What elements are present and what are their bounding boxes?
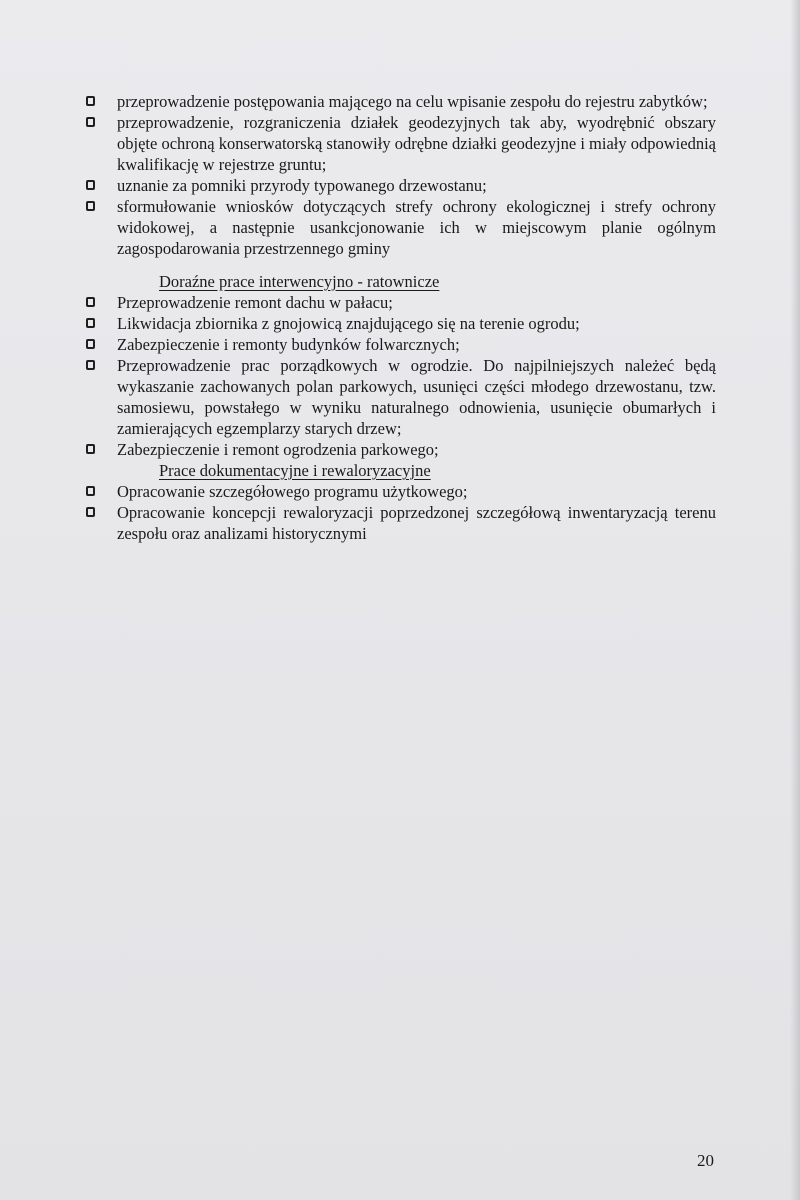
checkbox-bullet-icon [86, 117, 95, 127]
list-item-text: Opracowanie koncepcji rewaloryzacji poprzedzonej szczegółową inwentaryzacją terenu zespołu oraz analizami historycznymi [117, 503, 716, 543]
section-heading-documentation: Prace dokumentacyjne i rewaloryzacyjne [159, 461, 431, 480]
list-item [86, 196, 716, 259]
page-number: 20 [697, 1151, 714, 1170]
checkbox-bullet-icon [86, 486, 95, 496]
list-item-text: przeprowadzenie, rozgraniczenia działek geodezyjnych tak aby, wyodrębnić obszary objęte ochroną konserwatorską stanowiły odrębne działki geodezyjne i miały odpowiednią kwalifikację w rejestrze gruntu; [117, 113, 716, 174]
list-item [86, 313, 716, 334]
checkbox-bullet-icon [86, 96, 95, 106]
list-item [86, 292, 716, 313]
list-item-text: Zabezpieczenie i remont ogrodzenia parkowego; [117, 440, 439, 459]
list-item-text: przeprowadzenie postępowania mającego na celu wpisanie zespołu do rejestru zabytków; [117, 92, 708, 111]
list-item [86, 334, 716, 355]
list-item [86, 502, 716, 544]
checkbox-bullet-icon [86, 339, 95, 349]
checkbox-bullet-icon [86, 360, 95, 370]
list-item-text: Przeprowadzenie remont dachu w pałacu; [117, 293, 393, 312]
spacer [86, 259, 716, 271]
list-item [86, 175, 716, 196]
list-item [86, 355, 716, 439]
checkbox-bullet-icon [86, 297, 95, 307]
checkbox-bullet-icon [86, 201, 95, 211]
list-item-text: uznanie za pomniki przyrody typowanego drzewostanu; [117, 176, 487, 195]
list-item [86, 91, 716, 112]
list-item [86, 439, 716, 460]
list-item-text: Zabezpieczenie i remonty budynków folwarcznych; [117, 335, 460, 354]
list-item [86, 481, 716, 502]
page-content [86, 91, 716, 544]
checkbox-bullet-icon [86, 180, 95, 190]
list-item-text: sformułowanie wniosków dotyczących strefy ochrony ekologicznej i strefy ochrony widokowej, a następnie usankcjonowanie ich w miejscowym planie ogólnym zagospodarowania przestrzennego gminy [117, 197, 716, 258]
section-heading-interventions: Doraźne prace interwencyjno - ratownicze [159, 272, 440, 291]
list-item-text: Likwidacja zbiornika z gnojowicą znajdującego się na terenie ogrodu; [117, 314, 580, 333]
checkbox-bullet-icon [86, 318, 95, 328]
list-item-text: Przeprowadzenie prac porządkowych w ogrodzie. Do najpilniejszych należeć będą wykaszanie zachowanych polan parkowych, usunięci części młodego drzewostanu, tzw. samosiewu, powstałego w wyniku naturalnego odnowienia, usunięcie obumarłych i zamierających egzemplarzy starych drzew; [117, 356, 716, 438]
list-item [86, 112, 716, 175]
list-item-text: Opracowanie szczegółowego programu użytkowego; [117, 482, 468, 501]
checkbox-bullet-icon [86, 507, 95, 517]
checkbox-bullet-icon [86, 444, 95, 454]
